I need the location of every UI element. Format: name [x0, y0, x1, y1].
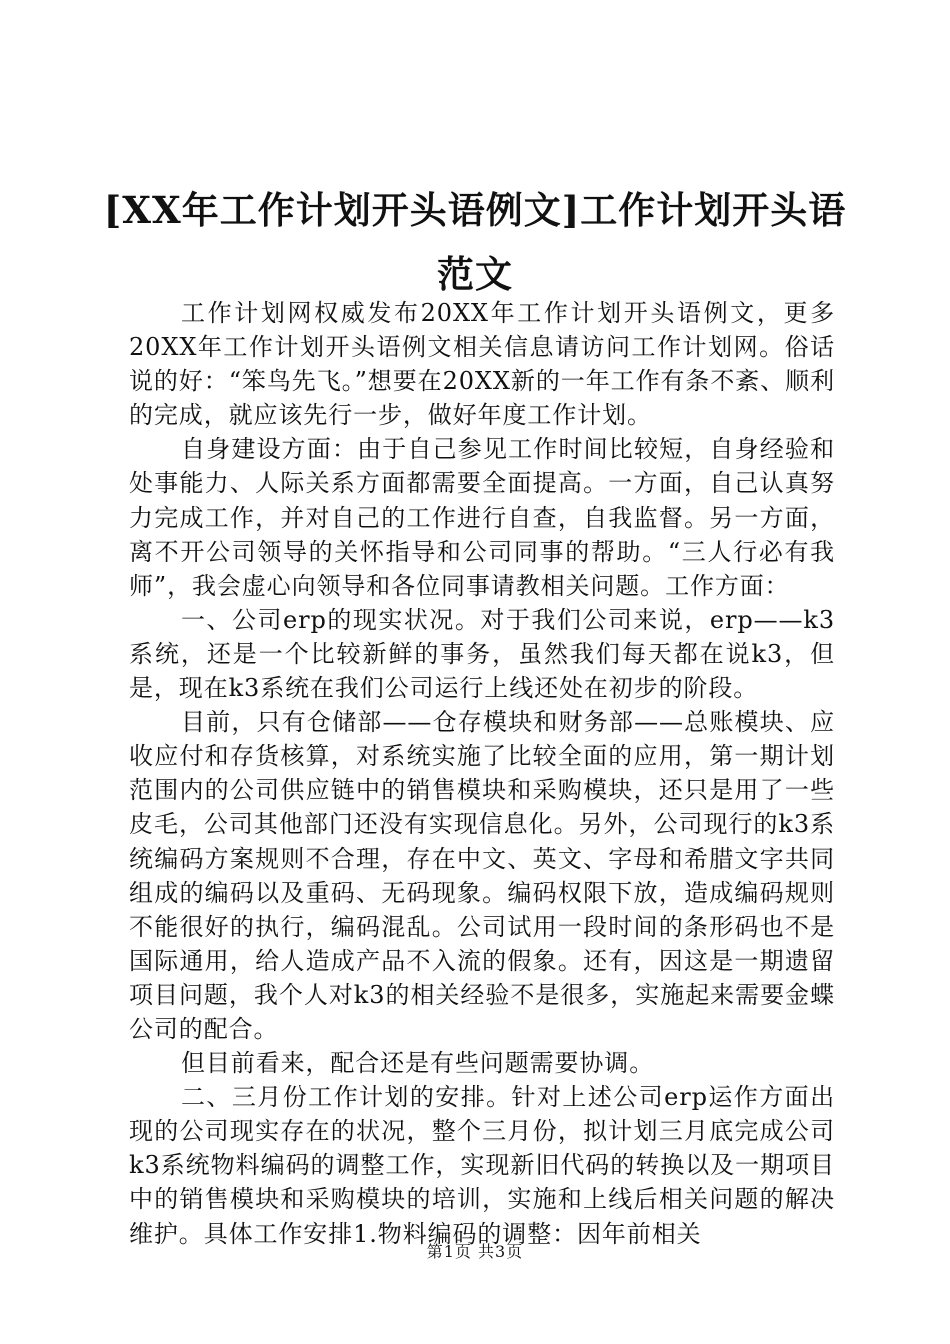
document-title-line-2: 范文: [437, 252, 513, 296]
document-title-line-1: [XX年工作计划开头语例文]工作计划开头语: [103, 188, 847, 232]
body-paragraph-1: 工作计划网权威发布20XX年工作计划开头语例文，更多20XX年工作计划开头语例文相关信息请访问工作计划网。俗话说的好：“笨鸟先飞。”想要在20XX新的一年工作有条不紊、顺利的完成，就应该先行一步，做好年度工作计划。: [129, 299, 835, 430]
body-paragraph-6: 二、三月份工作计划的安排。针对上述公司erp运作方面出现的公司现实存在的状况，整个三月份，拟计划三月底完成公司k3系统物料编码的调整工作，实现新旧代码的转换以及一期项目中的销售模块和采购模块的培训，实施和上线后相关问题的解决维护。具体工作安排1.物料编码的调整：因年前相关: [129, 1083, 835, 1248]
body-paragraph-3: 一、公司erp的现实状况。对于我们公司来说，erp——k3系统，还是一个比较新鲜的事务，虽然我们每天都在说k3，但是，现在k3系统在我们公司运行上线还处在初步的阶段。: [129, 605, 835, 703]
document-title: [90, 178, 860, 306]
body-paragraph-4: 目前，只有仓储部——仓存模块和财务部——总账模块、应收应付和存货核算，对系统实施了比较全面的应用，第一期计划范围内的公司供应链中的销售模块和采购模块，还只是用了一些皮毛，公司其他部门还没有实现信息化。另外，公司现行的k3系统编码方案规则不合理，存在中文、英文、字母和希腊文字共同组成的编码以及重码、无码现象。编码权限下放，造成编码规则不能很好的执行，编码混乱。公司试用一段时间的条形码也不是国际通用，给人造成产品不入流的假象。还有，因这是一期遗留项目问题，我个人对k3的相关经验不是很多，实施起来需要金蝶公司的配合。: [129, 708, 835, 1043]
page-footer: 第1页 共3页: [426, 1242, 524, 1261]
document-body: [129, 296, 835, 1251]
body-paragraph-5: 但目前看来，配合还是有些问题需要协调。: [181, 1049, 655, 1078]
body-paragraph-2: 自身建设方面：由于自己参见工作时间比较短，自身经验和处事能力、人际关系方面都需要全面提高。一方面，自己认真努力完成工作，并对自己的工作进行自查，自我监督。另一方面，离不开公司领导的关怀指导和公司同事的帮助。“三人行必有我师”，我会虚心向领导和各位同事请教相关问题。工作方面：: [129, 435, 835, 600]
